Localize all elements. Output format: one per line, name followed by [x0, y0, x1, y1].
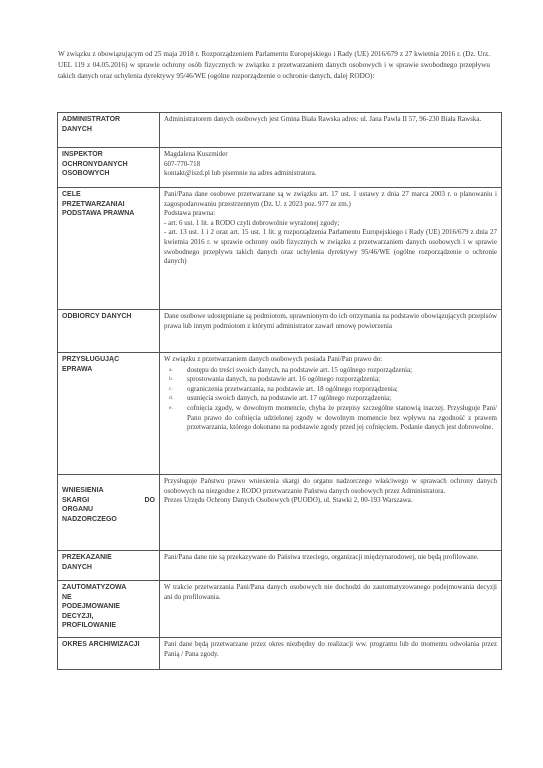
row-heading [58, 310, 160, 353]
list-item [169, 403, 497, 433]
heading-line: CELE [62, 191, 81, 198]
administrator-text: Administratorem danych osobowych jest Gmina Biała Rawska adres: ul. Jana Pawła II 57, 96-230 Biała Rawska. [164, 115, 482, 123]
row-content [160, 475, 502, 551]
table-row-purposes [58, 188, 502, 310]
inspector-name: Magdalena Kuszmider [164, 150, 228, 158]
row-heading [58, 113, 160, 148]
legal-basis-item: - art. 13 ust. 1 i 2 oraz art. 15 ust. 1 lit. g rozporządzenia Parlamentu Europejskiego i Rady (UE) 2016/679 z dnia 27 kwietnia 2016 r. w sprawie ochrony osób fizycznych w związku z przetwarzaniem danych osobowych i w sprawie swobodnego przepływu takich danych oraz uchylenia dyrektywy 95/46/WE (ogólne rozporządzenie o ochronie danych) [164, 228, 497, 266]
purposes-text: Pani/Pana dane osobowe przetwarzane są w związku art. 17 ust. 1 ustawy z dnia 27 marca 2003 r. o planowaniu i zagospodarowaniu przestrzennym (Dz. U. z 2023 poz. 977 ze zm.) [164, 190, 497, 208]
heading-line: WNIESIENIA [62, 487, 104, 494]
rights-list [164, 366, 497, 433]
table-row-recipients [58, 310, 502, 353]
list-item-text: cofnięcia zgody, w dowolnym momencie, chyba że przepisy szczególne stanowią inaczej. Przysługuje Pani/ Panu prawo do cofnięcia udzielonej zgody w dowolnym momencie bez wpływu na zgodność z prawem przetwarzania, którego dokonano na podstawie zgody przed jej cofnięciem. Podanie danych jest dobrowolne. [187, 403, 497, 432]
heading-line: PRZETWARZANIAI [62, 200, 125, 208]
row-content [160, 148, 502, 188]
list-marker: c. [169, 385, 173, 392]
recipients-text: Dane osobowe udostępniane są podmiotom, uprawnionym do ich otrzymania na podstawie obowiązujących przepisów prawa lub innym podmiotom z którymi administrator zawarł umowę powierzenia [164, 312, 497, 330]
list-marker: e. [169, 404, 173, 411]
list-item [169, 394, 497, 404]
list-item-text: ograniczenia przetwarzania, na podstawie art. 18 ogólnego rozporządzenia; [187, 384, 398, 393]
heading-line: INSPEKTOR [62, 151, 103, 158]
row-heading [58, 353, 160, 475]
row-heading [58, 148, 160, 188]
row-content [160, 551, 502, 581]
list-marker: a. [169, 366, 173, 373]
heading-line: DECYZJI, [62, 612, 94, 620]
rodo-info-table [57, 112, 502, 670]
table-row-inspector [58, 148, 502, 188]
row-content [160, 113, 502, 148]
heading-line [62, 496, 155, 506]
legal-basis-item: - art. 6 ust. 1 lit. a RODO czyli dobrowolnie wyrażonej zgody; [164, 218, 340, 227]
list-item [169, 384, 497, 395]
heading-word: DO [144, 496, 155, 504]
row-heading [58, 638, 160, 670]
heading-word: SKARGI [62, 496, 90, 504]
heading-line: OKRES ARCHIWIZACJI [62, 641, 140, 648]
heading-line: NE [62, 593, 72, 601]
table-row-automated-decisions [58, 581, 502, 638]
table-row-complaint [58, 475, 502, 551]
table-row-rights [58, 353, 502, 475]
table-row-transfer [58, 551, 502, 581]
heading-line: OSOBOWYCH [62, 170, 110, 178]
heading-line: ADMINISTRATOR [62, 116, 121, 123]
heading-line: ZAUTOMATYZOWA [62, 584, 127, 591]
heading-line: PRZEKAZANIE [62, 554, 112, 561]
heading-line: DANYCH [62, 125, 92, 133]
row-content [160, 353, 502, 475]
row-heading [58, 188, 160, 310]
complaint-text: Przysługuje Państwu prawo wniesienia skargi do organu nadzorczego właściwego w sprawach ochrony danych osobowych na niezgodne z RODO przetwarzanie Państwa danych osobowych przez Administratora. [164, 477, 497, 495]
inspector-phone: 607-770-718 [164, 159, 201, 168]
heading-line: PODEJMOWANIE [62, 603, 120, 611]
intro-paragraph: W związku z obowiązującym od 25 maja 2018 r. Rozporządzeniem Parlamentu Europejskiego i Rady (UE) 2016/679 z 27 kwietnia 2016 r. (Dz. Urz. UEL 119 z 04.05.2016) w sprawie ochrony osób fizycznych w związku z przetwarzaniem danych osobowych i w sprawie swobodnego przepływu takich danych oraz uchylenia dyrektywy 95/46/WE (ogólne rozporządzenie o ochronie danych, dalej RODO): [58, 50, 490, 80]
list-item [169, 365, 497, 376]
heading-line: PODSTAWA PRAWNA [62, 210, 135, 218]
list-marker: b. [169, 376, 174, 383]
rights-lead: W związku z przetwarzaniem danych osobowych posiada Pani/Pan prawo do: [164, 355, 383, 363]
table-row-archiving [58, 638, 502, 670]
row-content [160, 310, 502, 353]
list-item-text: sprostowania danych, na podstawie art. 16 ogólnego rozporządzenia; [187, 375, 381, 384]
heading-line: PROFILOWANIE [62, 622, 117, 630]
list-item [169, 375, 497, 385]
legal-basis-label: Podstawa prawna: [164, 209, 216, 218]
heading-line: OCHRONYDANYCH [62, 160, 128, 168]
row-content [160, 638, 502, 670]
heading-line: DANYCH [62, 563, 92, 571]
list-item-text: usunięcia swoich danych, na podstawie art. 17 ogólnego rozporządzenia; [187, 394, 392, 403]
archiving-text: Pani dane będą przetwarzane przez okres niezbędny do realizacji ww. programu lub do momentu odwołania przez Panią / Pana zgody. [164, 640, 497, 658]
supervisory-office: Prezes Urzędu Ochrony Danych Osobowych (PUODO), ul. Stawki 2, 00-193 Warszawa. [164, 496, 413, 505]
row-heading [58, 581, 160, 638]
inspector-contact: kontakt@iszd.pl lub pisemnie na adres administratora. [164, 169, 317, 178]
heading-line: NADZORCZEGO [62, 515, 117, 523]
automated-decisions-text: W trakcie przetwarzania Pani/Pana danych osobowych nie dochodzi do zautomatyzowanego podejmowania decyzji ani do profilowania. [164, 583, 497, 601]
row-heading [58, 551, 160, 581]
heading-line: PRZYSŁUGUJĄC [62, 356, 120, 363]
list-item-text: dostępu do treści swoich danych, na podstawie art. 15 ogólnego rozporządzenia; [187, 365, 413, 374]
row-heading [58, 475, 160, 551]
heading-line: ODBIORCY DANYCH [62, 313, 132, 320]
heading-line: ORGANU [62, 506, 94, 514]
row-content [160, 188, 502, 310]
heading-line: EPRAWA [62, 365, 93, 373]
list-marker: d. [169, 395, 174, 402]
transfer-text: Pani/Pana dane nie są przekazywane do Państwa trzeciego, organizacji międzynarodowej, nie będą profilowane. [164, 553, 479, 561]
row-content [160, 581, 502, 638]
table-row-administrator [58, 113, 502, 148]
